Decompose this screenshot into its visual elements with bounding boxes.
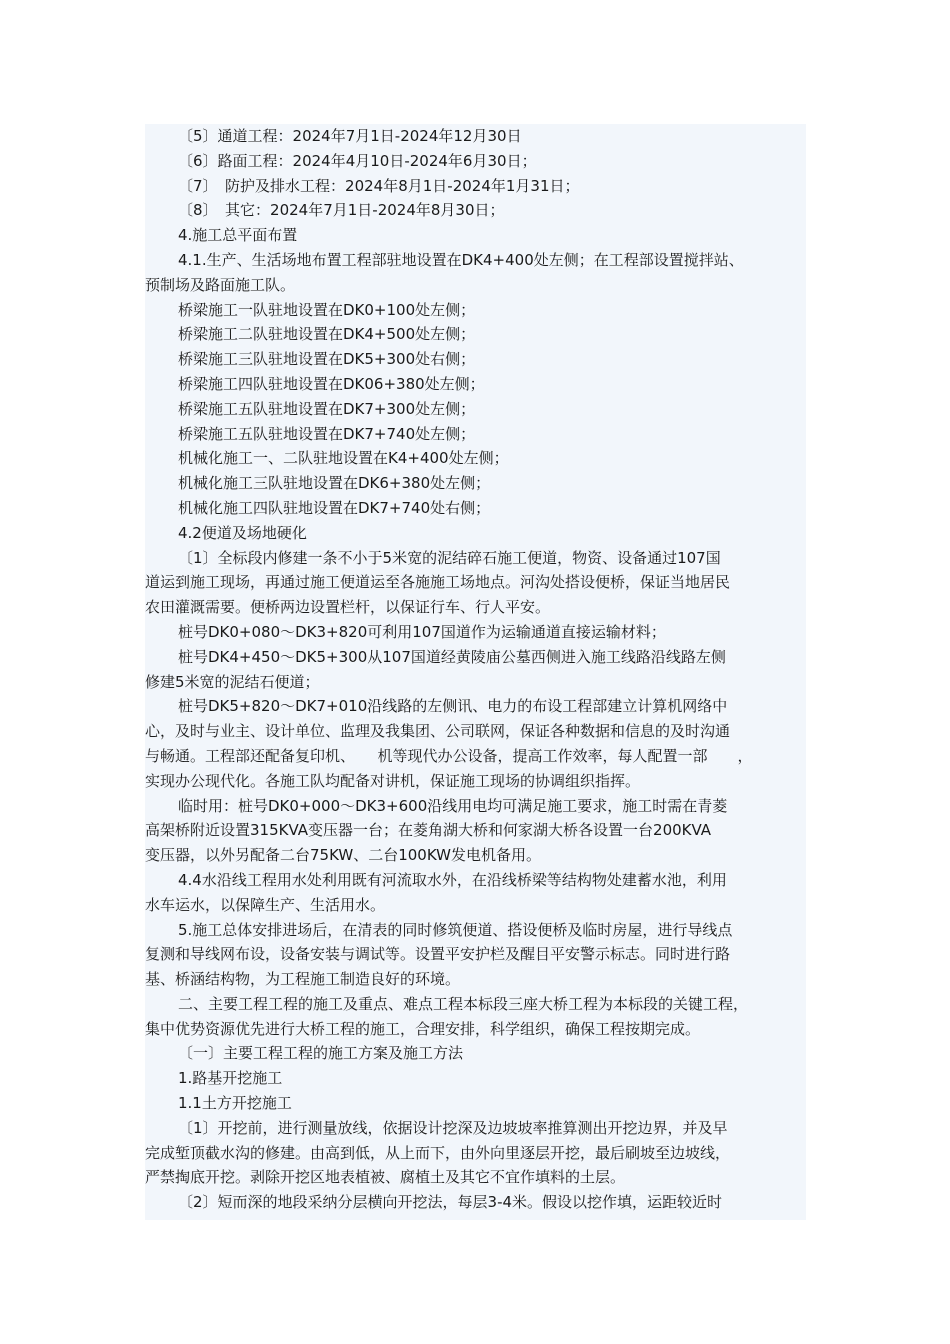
text-line: 与畅通。工程部还配备复印机、 机等现代办公设备，提高工作效率，每人配置一部 ， (145, 746, 753, 765)
text-line: 修建5米宽的泥结石便道； (145, 672, 320, 691)
text-line: 1.路基开挖施工 (178, 1069, 283, 1088)
text-line: 桩号DK4+450～DK5+300从107国道经黄陵庙公墓西侧进入施工线路沿线路左侧 (178, 647, 726, 666)
text-line: 预制场及路面施工队。 (145, 275, 296, 294)
text-line: 严禁掏底开挖。剥除开挖区地表植被、腐植土及其它不宜作填料的土层。 (145, 1168, 626, 1187)
text-line: 桥梁施工五队驻地设置在DK7+740处左侧； (178, 424, 476, 443)
text-line: 桥梁施工四队驻地设置在DK06+380处左侧； (178, 374, 485, 393)
text-line: 〔一〕主要工程工程的施工方案及施工方法 (178, 1044, 464, 1063)
text-line: 5.施工总体安排进场后，在清表的同时修筑便道、搭设便桥及临时房屋，进行导线点 (178, 920, 733, 939)
text-line: 4.施工总平面布置 (178, 226, 298, 245)
text-line: 1.1土方开挖施工 (178, 1094, 292, 1113)
text-line: 实现办公现代化。各施工队均配备对讲机，保证施工现场的协调组织指挥。 (145, 771, 641, 790)
text-line: 4.1.生产、生活场地布置工程部驻地设置在DK4+400处左侧；在工程部设置搅拌站、 (178, 250, 744, 269)
text-line: 〔5〕通道工程：2024年7月1日-2024年12月30日 (178, 127, 522, 145)
document-text-block (145, 124, 806, 1220)
text-line: 道运到施工现场，再通过施工便道运至各施施工场地点。河沟处搭设便桥，保证当地居民 (145, 573, 731, 592)
text-line: 〔1〕全标段内修建一条不小于5米宽的泥结碎石施工便道，物资、设备通过107国 (178, 548, 721, 567)
text-line: 农田灌溉需要。便桥两边设置栏杆，以保证行车、行人平安。 (145, 598, 551, 617)
text-line: 桥梁施工三队驻地设置在DK5+300处右侧； (178, 350, 476, 369)
text-line: 〔1〕开挖前，进行测量放线，依据设计挖深及边坡坡率推算测出开挖边界，并及早 (178, 1118, 728, 1137)
text-line: 完成堑顶截水沟的修建。由高到低，从上而下，由外向里逐层开挖，最后刷坡至边坡线， (145, 1143, 731, 1162)
text-line: 复测和导线网布设，设备安装与调试等。设置平安护栏及醒目平安警示标志。同时进行路 (145, 945, 731, 964)
text-line: 水车运水，以保障生产、生活用水。 (145, 895, 386, 914)
text-line: 〔7〕 防护及排水工程：2024年8月1日-2024年1月31日； (178, 176, 580, 195)
text-line: 机械化施工三队驻地设置在DK6+380处左侧； (178, 474, 491, 493)
text-line: 集中优势资源优先进行大桥工程的施工，合理安排，科学组织，确保工程按期完成。 (145, 1019, 701, 1038)
text-line: 〔2〕短而深的地段采纳分层横向开挖法，每层3-4米。假设以挖作填，运距较近时 (178, 1193, 723, 1212)
text-line: 临时用：桩号DK0+000～DK3+600沿线用电均可满足施工要求，施工时需在青菱 (178, 796, 728, 815)
text-line: 桥梁施工五队驻地设置在DK7+300处左侧； (178, 399, 476, 418)
text-line: 桩号DK0+080～DK3+820可利用107国道作为运输通道直接运输材料； (178, 622, 666, 641)
text-line: 桩号DK5+820～DK7+010沿线路的左侧讯、电力的布设工程部建立计算机网络中 (178, 697, 728, 716)
text-line: 高架桥附近设置315KVA变压器一台；在菱角湖大桥和何家湖大桥各设置一台200KVA (145, 821, 712, 840)
text-line: 机械化施工一、二队驻地设置在K4+400处左侧； (178, 449, 509, 468)
text-line: 机械化施工四队驻地设置在DK7+740处右侧； (178, 498, 491, 517)
text-line: 桥梁施工一队驻地设置在DK0+100处左侧； (178, 300, 476, 319)
text-line: 4.4水沿线工程用水处利用既有河流取水外，在沿线桥梁等结构物处建蓄水池，利用 (178, 870, 727, 889)
text-line: 心，及时与业主、设计单位、监理及我集团、公司联网，保证各种数据和信息的及时沟通 (145, 722, 731, 741)
text-line: 〔6〕路面工程：2024年4月10日-2024年6月30日； (178, 151, 537, 170)
text-line: 基、桥涵结构物，为工程施工制造良好的环境。 (145, 970, 461, 989)
text-line: 〔8〕 其它：2024年7月1日-2024年8月30日； (178, 201, 505, 220)
text-line: 二、主要工程工程的施工及重点、难点工程本标段三座大桥工程为本标段的关键工程， (178, 994, 749, 1013)
text-line: 4.2便道及场地硬化 (178, 523, 307, 542)
text-line: 桥梁施工二队驻地设置在DK4+500处左侧； (178, 325, 476, 344)
text-line: 变压器，以外另配备二台75KW、二台100KW发电机备用。 (145, 846, 541, 865)
